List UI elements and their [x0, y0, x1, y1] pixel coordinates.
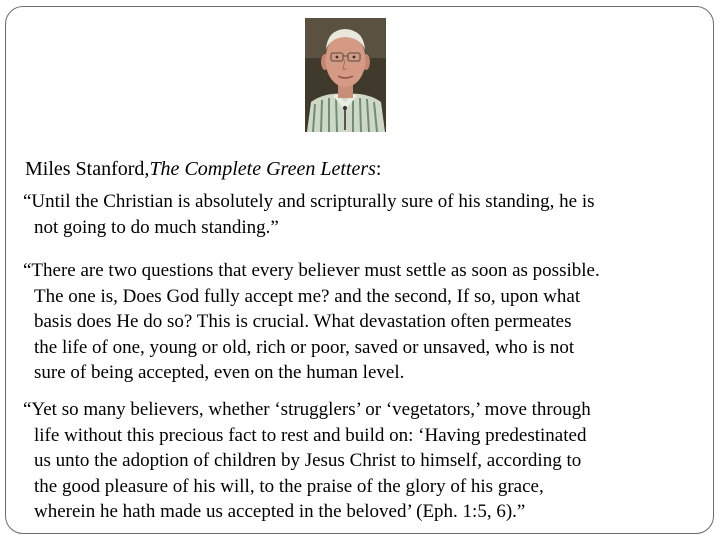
book-title: The Complete Green Letters [149, 158, 376, 180]
quote-line: wherein he hath made us accepted in the beloved’ (Eph. 1:5, 6).” [34, 501, 526, 522]
quote-line: us unto the adoption of children by Jesus Christ to himself, according to [34, 450, 582, 471]
quote-line: “There are two questions that every believer must settle as soon as possible. [23, 260, 600, 281]
quote-line: sure of being accepted, even on the human level. [34, 362, 405, 383]
quote-line: the life of one, young or old, rich or poor, saved or unsaved, who is not [34, 336, 575, 358]
quote-paragraph-1 [23, 189, 595, 240]
quote-line: The one is, Does God fully accept me? and the second, If so, upon what [34, 285, 581, 307]
quote-line: not going to do much standing.” [34, 216, 279, 238]
heading-colon: : [375, 158, 382, 180]
quote-line: “Yet so many believers, whether ‘strugglers’ or ‘vegetators,’ move through [23, 399, 591, 420]
quote-line: basis does He do so? This is crucial. What devastation often permeates [34, 311, 572, 332]
author-name: Miles Stanford, [25, 158, 150, 180]
quote-paragraph-2 [23, 258, 600, 386]
quote-line: the good pleasure of his will, to the praise of the glory of his grace, [34, 475, 544, 497]
heading [25, 157, 381, 181]
quote-line: “Until the Christian is absolutely and scripturally sure of his standing, he is [23, 191, 595, 212]
portrait-photo [305, 18, 386, 132]
quote-paragraph-3 [23, 397, 591, 525]
quote-line: life without this precious fact to rest and build on: ‘Having predestinated [34, 424, 587, 446]
